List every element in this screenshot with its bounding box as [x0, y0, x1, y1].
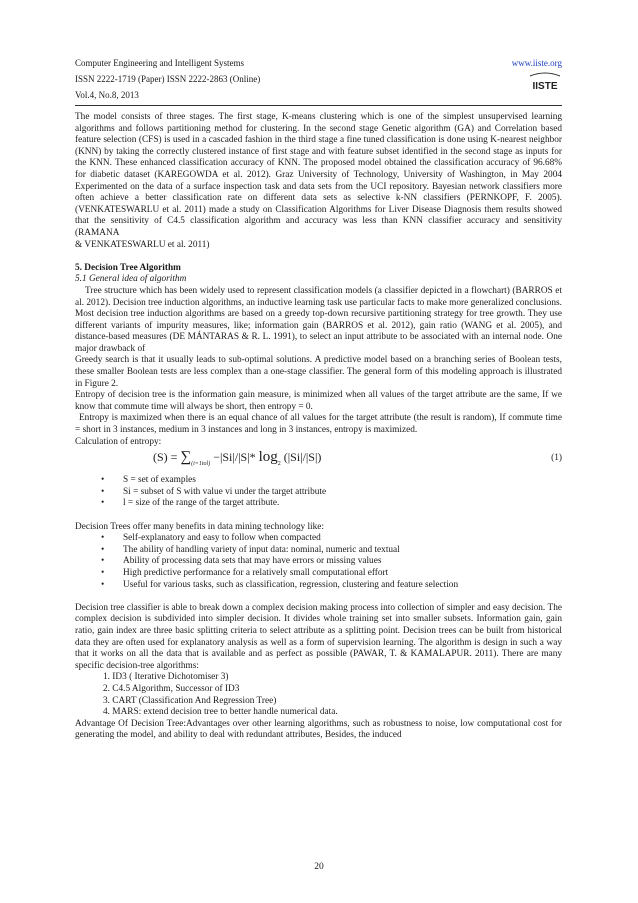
paragraph-entropy-calc: Calculation of entropy:	[75, 436, 162, 447]
paragraph-classifier: Decision tree classifier is able to break down a complex decision making process into collection of simpler and easy decision. The complex decision is subdivided into simpler decision. It divides whole training set into smaller subsets. Information gain, gain ratio, gain index are three basic splitting criteria to select attribute as a splitting point. Decision trees can be built from historical data they are often used for explanatory analysis as well as a form of supervision learning. The algorithm is design in such a way that it works on all the data that is available and as perfect as possible (PAWAR, T. & KAMALAPUR. 2011). There are many specific decision-tree algorithms:	[75, 602, 562, 671]
page-body	[75, 112, 562, 742]
summation-range: (i=1tol)	[191, 461, 211, 468]
list-item: 3. CART (Classification And Regression Tree)	[103, 695, 277, 706]
list-item: • S = set of examples	[75, 475, 562, 487]
list-item: • Self-explanatory and easy to follow when compacted	[75, 533, 562, 545]
benefits-list	[75, 533, 562, 591]
journal-url-link[interactable]: www.iiste.org	[511, 58, 562, 68]
volume-line: Vol.4, No.8, 2013	[75, 90, 139, 100]
intro-paragraph: The model consists of three stages. The first stage, K-means clustering which is one of the simplest unsupervised learning algorithms and follows partitioning method for clustering. In the second stage Genetic algorithm (GA) and Correlation based feature selection (CFS) is used in a cascaded fashion in the third stage a fine tuned classification is done using K-nearest neighbor (KNN) by taking the correctly clustered instance of first stage and with feature subset identified in the second stage as inputs for the KNN. These enhanced classification accuracy of KNN. The proposed model obtained the classification accuracy of 96.68% for diabetic dataset (KAREGOWDA et al. 2012). Graz University of Technology, University of Washington, in May 2004 Experimented on the data of a surface inspection task and data sets from the UCI repository. Bayesian network classifiers more often achieve a better classification rate on different data sets as selective k-NN classifiers (PERNKOPF, F. 2005). (VENKATESWARLU et al. 2011) made a study on Classification Algorithms for Liver Disease Diagnosis them results showed that the sensitivity of C4.5 classification algorithm and accuracy was less than KNN classifier accuracy and sensitivity (RAMANA	[75, 112, 562, 238]
equation-argument: (|Si|/|S|)	[283, 450, 322, 465]
list-item: • The ability of handling variety of input data: nominal, numeric and textual	[75, 545, 562, 557]
journal-name: Computer Engineering and Intelligent Systems	[75, 58, 244, 68]
paragraph-entropy-min: Entropy of decision tree is the information gain measure, is minimized when all values of the target attribute are the same, If we know that commute time will always be short, then entropy = 0.	[75, 390, 562, 412]
list-item: • Ability of processing data sets that may have errors or missing values	[75, 556, 562, 568]
list-item: • High predictive performance for a relatively small computational effort	[75, 568, 562, 580]
subsection-title: 5.1 General idea of algorithm	[75, 274, 187, 285]
log-symbol: log	[258, 449, 278, 466]
page-number: 20	[314, 862, 324, 872]
summation-symbol: ∑	[180, 449, 192, 466]
equation-number: (1)	[551, 453, 562, 464]
iiste-logo-icon	[528, 72, 562, 92]
list-item: 4. MARS: extend decision tree to better handle numerical data.	[103, 707, 338, 718]
list-item: • Si = subset of S with value vi under the target attribute	[75, 487, 562, 499]
paragraph-tree-structure: Tree structure which has been widely used to represent classification models (a classifier depicted in a flowchart) (BARROS et al. 2012). Decision tree induction algorithms, an inductive learning task use particular facts to make more generalized conclusions. Most decision tree induction algorithms are based on a greedy top-down recursive partitioning strategy for tree growth. They use different variants of impurity measures, like; information gain (BARROS et al. 2012), gain ratio (WANG et al. 2005), and distance-based measures (DE MÁNTARAS & R. L. 1991), to select an input attribute to be associated with an internal node. One major drawback of	[75, 285, 562, 354]
entropy-equation	[75, 448, 562, 475]
list-item: • l = size of the range of the target attribute.	[75, 498, 562, 510]
equation-lhs: (S) =	[153, 450, 178, 465]
list-item: 1. ID3 ( Iterative Dichotomiser 3)	[103, 672, 229, 683]
intro-paragraph-end: & VENKATESWARLU et al. 2011)	[75, 239, 210, 250]
algorithms-list	[75, 672, 562, 718]
entropy-definitions-list	[75, 475, 562, 510]
log-base: 2	[277, 461, 281, 468]
section-title: 5. Decision Tree Algorithm	[75, 262, 181, 273]
equation-term: −|Si|/|S|*	[213, 450, 256, 465]
paragraph-entropy-max: Entropy is maximized when there is an equal chance of all values for the target attribute (the result is random), If commute time = short in 3 instances, medium in 3 instances and long in 3 instances, entropy is maximized.	[75, 413, 562, 436]
issn-line: ISSN 2222-1719 (Paper) ISSN 2222-2863 (Online)	[75, 74, 261, 84]
paragraph-greedy-search: Greedy search is that it usually leads to sub-optimal solutions. A predictive model based on a branching series of Boolean tests, these smaller Boolean tests are less complex than a one-stage classifier. The general form of this modeling approach is illustrated in Figure 2.	[75, 355, 562, 389]
paragraph-advantages: Advantage Of Decision Tree:Advantages over other learning algorithms, such as robustness to noise, low computational cost for generating the model, and ability to deal with redundant attributes, Besides, the induced	[75, 718, 562, 741]
benefits-intro: Decision Trees offer many benefits in data mining technology like:	[75, 521, 324, 532]
list-item: 2. C4.5 Algorithm, Successor of ID3	[103, 683, 240, 694]
list-item: • Useful for various tasks, such as classification, regression, clustering and feature selection	[75, 580, 562, 592]
header-divider	[75, 105, 562, 106]
logo-text: IISTE	[532, 81, 558, 92]
